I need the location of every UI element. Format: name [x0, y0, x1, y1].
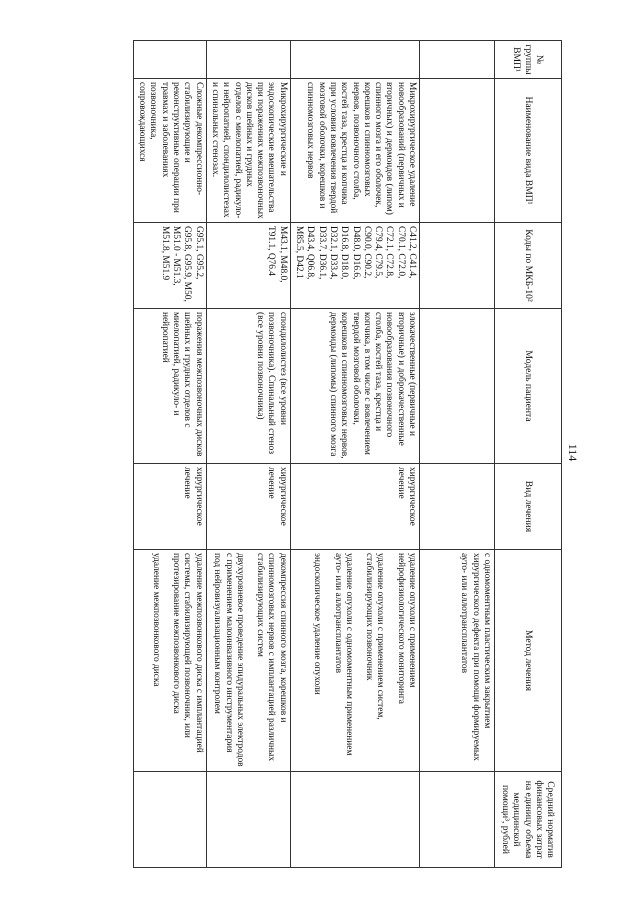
cell-method: [290, 550, 419, 772]
method-entry: эндоскопическое удаление опухоли: [312, 553, 323, 695]
table-row: [290, 41, 419, 868]
header-method: Метод лечения: [495, 550, 562, 772]
cell-name: Сложные декомпрессионно-стабилизирующие и реконструктивные операции при травмах и заболеваниях позвоночника, сопровождающихся: [133, 79, 206, 223]
cell-cost: [290, 772, 419, 868]
cell-type: [420, 464, 495, 550]
cell-model: [420, 309, 495, 464]
cell-group: [133, 41, 206, 79]
cell-codes: C41.2, C41.4, C70.1, C72.0, C72.1, C72.8, C79.4, C79.5, C90.0, C90.2, D48.0, D16.6, D16.8, D18.0, D32.1, D33.4, D33.7, D36.1, D43.4, Q06.8, M85.5, D42.1: [290, 223, 419, 309]
method-entry: двухуровневое проведение эпидуральных электродов с применением малоинвазивного инструментария под нейровизуализационным контролем: [212, 553, 245, 767]
cell-method: с одномоментным пластическим закрытием хирургического дефекта при помощи формируемых ауто- или аллотрансплантатов: [420, 550, 495, 772]
cell-codes: M43.1, M48.0, T91.1, Q76.4: [206, 223, 290, 309]
header-row: [495, 41, 562, 868]
cell-model: злокачественные (первичные и вторичные) и доброкачественные новообразования позвоночного столба, костей таза, крестца и копчика, в том числе с вовлечением твердой мозговой оболочки, корешков и спинномозговых нервов, дермоиды (липомы) спинного мозга: [290, 309, 419, 464]
cell-name: Микрохирургические и эндоскопические вмешательства при поражениях межпозвоночных дисков шейных и грудных отделов с миелопатией, радикуло- и нейропатией, спондилолистезах и спинальных стенозах.: [206, 79, 290, 223]
cell-method: [133, 550, 206, 772]
method-entry: удаление межпозвонкового диска с имплантацией системы, стабилизирующей позвоночник, или протезирование межпозвонкового диска: [171, 553, 204, 753]
method-entry: декомпрессия спинного мозга, корешков и спинномозговых нервов с имплантацией различных стабилизирующих систем: [255, 553, 288, 762]
cell-codes: G95.1, G95.2, G95.8, G95.9, M50, M51.0 - M51.3, M51.8, M51.9: [133, 223, 206, 309]
cell-name: [420, 79, 495, 223]
header-group: № группы ВМП¹: [495, 41, 562, 79]
method-entry: удаление опухоли с одномоментным применением ауто- или аллотрансплантатов: [332, 553, 354, 756]
page-number: 114: [566, 443, 580, 462]
cell-cost: [206, 772, 290, 868]
method-entry: удаление опухоли с применением нейрофизиологического мониторинга: [395, 553, 417, 704]
cell-model: спондилолистез (все уровни позвоночника). Спинальный стеноз (все уровни позвоночника): [206, 309, 290, 464]
cell-group: [206, 41, 290, 79]
cell-name: Микрохирургическое удаление новообразований (первичных и вторичных) и дермоидов (липом) спинного мозга и его оболочек, корешков и спинномозговых нервов, позвоночного столба, костей таза, крестца и копчика при условии вовлечения твердой мозговой оболочки, корешков и спинномозговых нервов: [290, 79, 419, 223]
header-model: Модель пациента: [495, 309, 562, 464]
cell-group: [290, 41, 419, 79]
cell-model: поражения межпозвоночных дисков шейных и грудных отделов с миелопатией, радикуло- и нейропатией: [133, 309, 206, 464]
table-row: [206, 41, 290, 868]
method-entry: удаление межпозвонкового диска: [150, 553, 161, 687]
header-name: Наименование вида ВМП¹: [495, 79, 562, 223]
header-cost: Средний норматив финансовых затрат на единицу объема медицинской помощи³, рублей: [495, 772, 562, 868]
header-codes: Коды по МКБ-10²: [495, 223, 562, 309]
header-type: Вид лечения: [495, 464, 562, 550]
cell-codes: [420, 223, 495, 309]
cell-cost: [420, 772, 495, 868]
method-entry: удаление опухоли с применением систем, стабилизирующих позвоночник: [364, 553, 386, 720]
cell-type: хирургическое лечение: [206, 464, 290, 550]
cell-method: [206, 550, 290, 772]
vmp-table: [133, 40, 562, 868]
table-row: [420, 41, 495, 868]
cell-type: хирургическое лечение: [290, 464, 419, 550]
cell-type: хирургическое лечение: [133, 464, 206, 550]
cell-group: [420, 41, 495, 79]
table-row: [133, 41, 206, 868]
cell-cost: [133, 772, 206, 868]
